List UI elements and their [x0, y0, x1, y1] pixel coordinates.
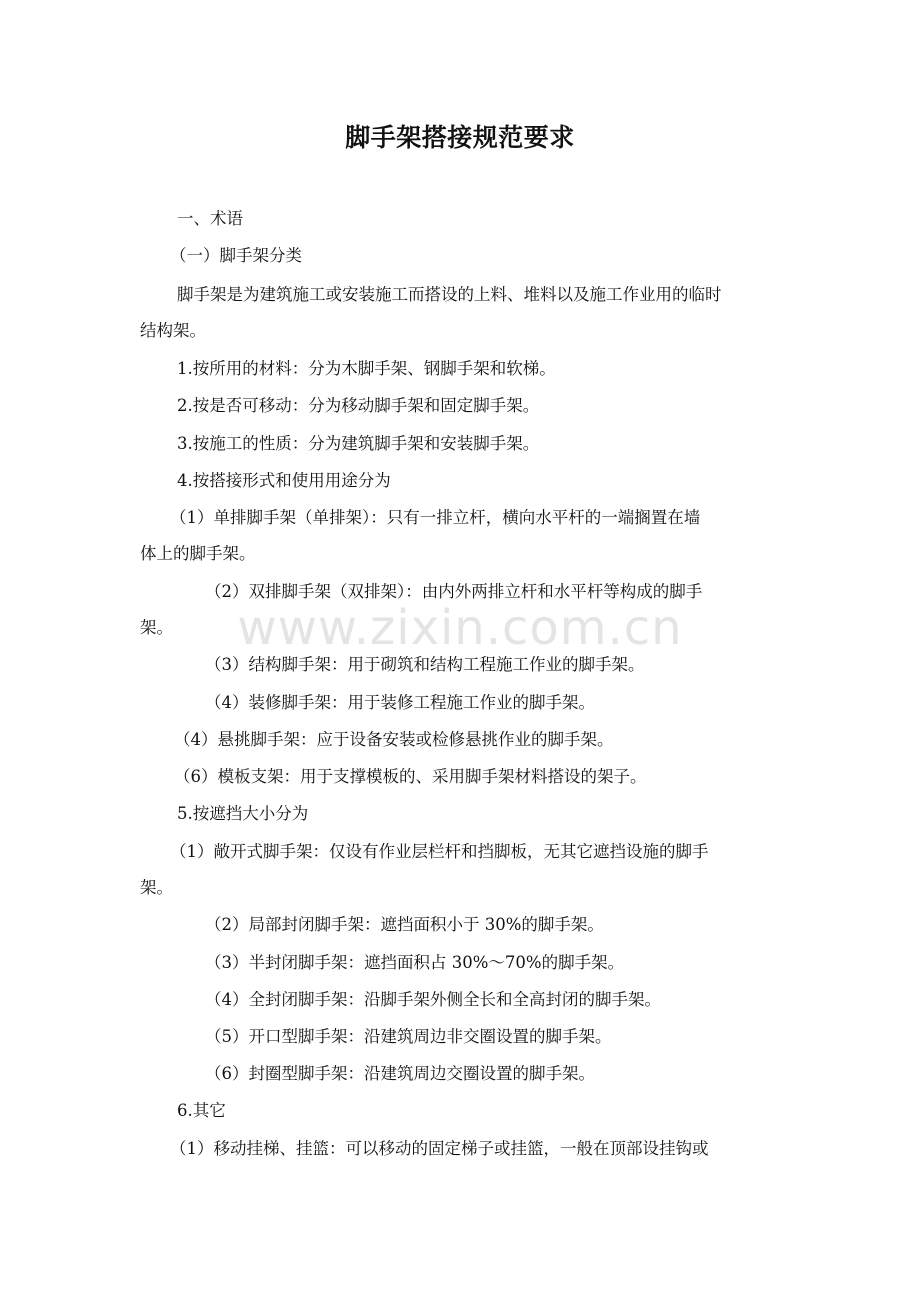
list-item: （1）敞开式脚手架：仅设有作业层栏杆和挡脚板，无其它遮挡设施的脚手	[170, 842, 709, 861]
list-item: （2）局部封闭脚手架：遮挡面积小于 30%的脚手架。	[205, 915, 604, 934]
list-item: 3.按施工的性质：分为建筑脚手架和安装脚手架。	[177, 434, 540, 453]
list-item-continuation: 架。	[140, 618, 173, 637]
list-item: （5）开口型脚手架：沿建筑周边非交圈设置的脚手架。	[205, 1027, 612, 1046]
list-item: （4）悬挑脚手架：应于设备安装或检修悬挑作业的脚手架。	[174, 730, 614, 749]
watermark: www.zixin.com.cn	[237, 600, 683, 656]
list-item: （2）双排脚手架（双排架）：由内外两排立杆和水平杆等构成的脚手	[205, 582, 703, 601]
list-item-continuation: 体上的脚手架。	[140, 544, 256, 563]
list-item: 2.按是否可移动：分为移动脚手架和固定脚手架。	[177, 396, 540, 415]
subsection-heading: （一）脚手架分类	[170, 246, 302, 265]
list-item: 5.按遮挡大小分为	[177, 804, 309, 823]
list-item: （3）半封闭脚手架：遮挡面积占 30%～70%的脚手架。	[205, 953, 625, 972]
paragraph-line: 脚手架是为建筑施工或安装施工而搭设的上料、堆料以及施工作业用的临时	[177, 285, 722, 304]
list-item: （1）移动挂梯、挂篮：可以移动的固定梯子或挂篮，一般在顶部设挂钩或	[170, 1139, 709, 1158]
section-heading: 一、术语	[177, 209, 243, 228]
list-item: （6）模板支架：用于支撑模板的、采用脚手架材料搭设的架子。	[174, 767, 647, 786]
list-item: （6）封圈型脚手架：沿建筑周边交圈设置的脚手架。	[205, 1064, 595, 1083]
list-item: （4）全封闭脚手架：沿脚手架外侧全长和全高封闭的脚手架。	[205, 990, 661, 1009]
list-item: 1.按所用的材料：分为木脚手架、钢脚手架和软梯。	[177, 359, 556, 378]
list-item: （1）单排脚手架（单排架）：只有一排立杆，横向水平杆的一端搁置在墙	[170, 508, 701, 527]
list-item: 6.其它	[177, 1101, 226, 1120]
document-title: 脚手架搭接规范要求	[345, 123, 575, 152]
list-item-continuation: 架。	[140, 878, 173, 897]
list-item: （3）结构脚手架：用于砌筑和结构工程施工作业的脚手架。	[205, 655, 645, 674]
paragraph-line: 结构架。	[140, 321, 206, 340]
list-item: 4.按搭接形式和使用用途分为	[177, 471, 391, 490]
list-item: （4）装修脚手架：用于装修工程施工作业的脚手架。	[205, 693, 595, 712]
